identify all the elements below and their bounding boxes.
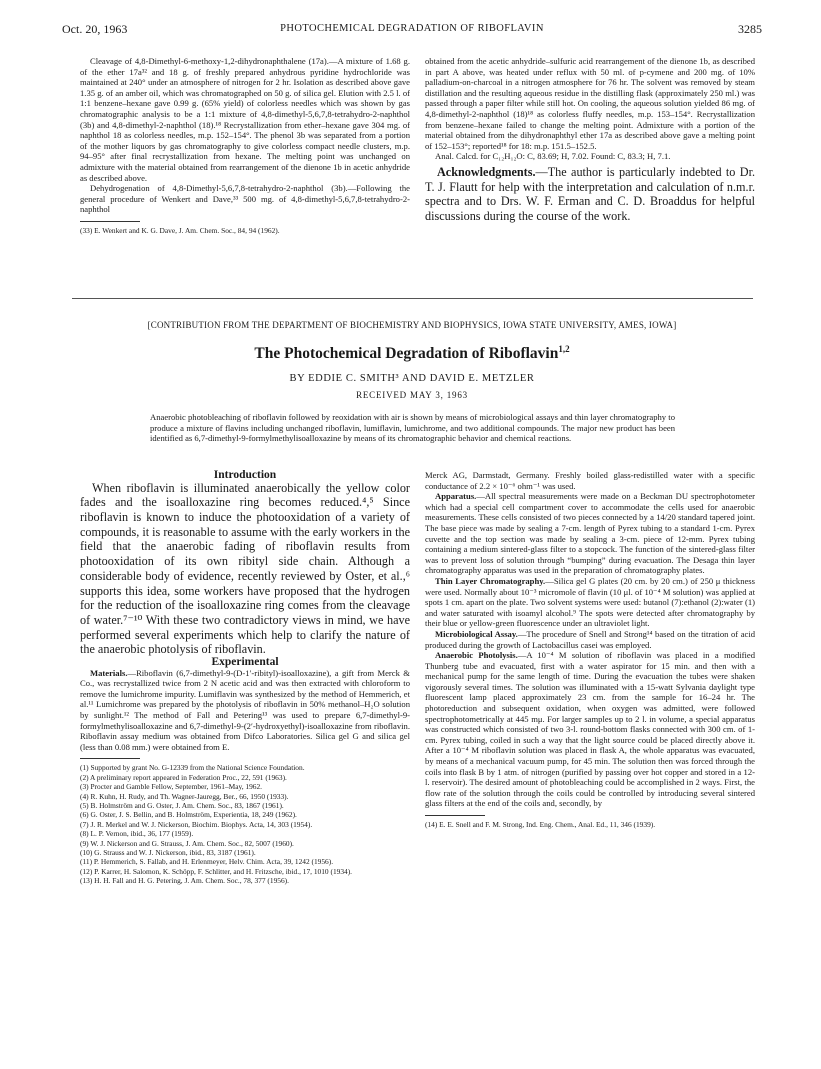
header-page-number: 3285 [738, 22, 762, 36]
acknowledgments [425, 165, 755, 224]
introduction-heading: Introduction [213, 469, 277, 481]
prev-article-left-column [80, 56, 410, 235]
header-running-title: PHOTOCHEMICAL DEGRADATION OF RIBOFLAVIN [280, 23, 544, 34]
paragraph-tlc [425, 576, 755, 629]
article-authors: BY EDDIE C. SMITH³ AND DAVID E. METZLER [289, 373, 535, 384]
footnote-rule [80, 758, 140, 759]
footnote-item: (3) Procter and Gamble Fellow, September, 1961–May, 1962. [80, 782, 263, 792]
footnote-item: (8) L. P. Vernon, ibid., 36, 177 (1959). [80, 829, 194, 839]
footnote-item: (4) R. Kuhn, H. Rudy, and Th. Wagner-Jauregg, Ber., 66, 1950 (1933). [80, 791, 289, 801]
article-title-footnote-marks: 1,2 [558, 343, 570, 354]
apparatus-heading: Apparatus. [435, 491, 477, 502]
header-date: Oct. 20, 1963 [62, 22, 128, 36]
paragraph-analysis: Anal. Calcd. for C₁₂H₁₂O: C, 83.69; H, 7.02. Found: C, 83.3; H, 7.1. [435, 151, 671, 162]
footnote-rule [80, 221, 140, 222]
paragraph-dehydrogenation: Dehydrogenation of 4,8-Dimethyl-5,6,7,8-tetrahydro-2-naphthol (3b).—Following the general procedure of Wenkert and Dave,³³ 500 mg. of 4,8-dimethyl-5,6,7,8-tetrahydro-2-naphthol [80, 183, 410, 215]
abstract: Anaerobic photobleaching of riboflavin followed by reoxidation with air is shown by means of microbiological assays and thin layer chromatography to produce a mixture of flavins including unchanged riboflavin, lumiflavin, lumichrome, and two additional compounds. The major new product has been identified as 6,7-dimethyl-9-formylmethylisoalloxazine by means of its chromatographic behavior and chemical reactions. [150, 412, 675, 444]
apparatus-text: —All spectral measurements were made on a Beckman DU spectrophotometer which had a special cell compartment cover to accommodate the cells used for anaerobic measurements. These cells consisted of two pieces connected by a 14/20 standard tapered joint. The base piece was made by sealing a 7-cm. length of Pyrex tubing to a standard 1-cm. Pyrex cuvette and the top section was made by sealing a 3-cm. piece of 12-mm. Pyrex tubing containing a medium sintered-glass filter to a stopcock. The function of the sintered-glass filter was to prevent loss of solution through “bumping” during evacuation. The Desaga thin layer chromatography apparatus was used in the preparation of chromatography plates. [425, 491, 755, 576]
footnote-item: (11) P. Hemmerich, S. Fallab, and H. Erlenmeyer, Helv. Chim. Acta, 39, 1242 (1956). [80, 857, 334, 867]
paragraph-materials-continued: Merck AG, Darmstadt, Germany. Freshly boiled glass-redistilled water with a specific conductance of 2.2 × 10⁻⁶ ohm⁻¹ was used. [425, 470, 755, 491]
received-date: RECEIVED MAY 3, 1963 [356, 390, 468, 400]
footnote-item: (6) G. Oster, J. S. Bellin, and B. Holmström, Experientia, 18, 249 (1962). [80, 810, 297, 820]
tlc-heading: Thin Layer Chromatography. [435, 575, 546, 586]
footnote-item: (13) H. H. Fall and H. G. Petering, J. Am. Chem. Soc., 78, 377 (1956). [80, 876, 289, 886]
introduction-text: When riboflavin is illuminated anaerobically the yellow color fades and the isoalloxazine ring becomes reduced.⁴,⁵ Since riboflavin is known to induce the photooxidation of a variety of compounds, it is reasonable to assume with the early workers in the field that the anaerobic fading of riboflavin results from photooxidation of its own ribityl side chain. Although a considerable body of evidence, recently reviewed by Oster, et al.,⁶ supports this idea, some workers have proposed that the hydrogen for the reduction of the isoalloxazine ring comes from the cleavage of water.⁷⁻¹⁰ With these two contradictory views in mind, we have performed several experiments which help to clarify the nature of the anaerobic photolysis of riboflavin. [80, 480, 410, 657]
tlc-text: —Silica gel G plates (20 cm. by 20 cm.) of 250 μ thickness were used. Normally about 10⁻³ micromole of flavin (10 μl. of 10⁻⁴ M solution) was applied at spots 1 cm. apart on the plate. Two solvent systems were used: butanol (7):ethanol (2):water (1) and water saturated with isoamyl alcohol.⁹ The spots were detected after chromatography by their blue or yellow-green fluorescence under an ultraviolet light. [425, 575, 755, 629]
experimental-heading: Experimental [211, 656, 279, 669]
micro-text: —The procedure of Snell and Strong¹⁴ based on the titration of acid produced during the growth of Lactobacillus casei was employed. [425, 628, 756, 650]
footnote-14: (14) E. E. Snell and F. M. Strong, Ind. Eng. Chem., Anal. Ed., 11, 346 (1939). [425, 820, 656, 829]
footnote-33: (33) E. Wenkert and K. G. Dave, J. Am. Chem. Soc., 84, 94 (1962). [80, 225, 280, 235]
article-right-column [425, 470, 755, 829]
footnote-item: (1) Supported by grant No. G-12339 from the National Science Foundation. [80, 763, 305, 773]
anaerobic-heading: Anaerobic Photolysis. [435, 650, 518, 661]
footnote-item: (12) P. Karrer, H. Salomon, K. Schöpp, F. Schlitter, and H. Fritzsche, ibid., 17, 1010 (1934). [80, 866, 353, 876]
acknowledgments-text: —The author is particularly indebted to Dr. T. J. Flautt for help with the interpretation and calculation of n.m.r. spectra and to Drs. W. F. Erman and C. D. Broaddus for helpful discussions during the course of the work. [425, 164, 755, 224]
footnote-item: (5) B. Holmström and G. Oster, J. Am. Chem. Soc., 83, 1867 (1961). [80, 801, 284, 810]
article-divider [72, 298, 753, 299]
paragraph-microbiological-assay [425, 629, 755, 650]
anaerobic-text: —A 10⁻⁴ M solution of riboflavin was placed in a modified Thunberg tube and evacuated, first with a water aspirator for 15 min. and then with a mechanical pump for the same length of time. During the evacuation the tubes were shaken vigorously several times. The solution was illuminated with a 15-watt Sylvania daylight type fluorescent lamp placed approximately 23 cm. from the sample for 16–24 hr. The photoreduction and subsequent oxidation, when oxygen was admitted, were followed spectrophotometrically at 445 mμ. For larger samples up to 2 l. in volume, a special apparatus was constructed which consisted of two 3-l. round-bottom flasks connected with 300 cm. of 1-cm. Pyrex tubing, coiled in such a way that the light source could be placed directly above it. After a 10⁻⁴ M riboflavin solution was placed in flask A, the whole apparatus was evacuated, by means of a mechanical vacuum pump, for 45 min. The solution then was forced through the coils into flask B by 1 atm. of nitrogen (purified by passing over hot copper and stored in a 12-l. reservoir). The desired amount of photobleaching could be accomplished in 2 ways. First, the flow rate of the solution through the coils could be controlled by introducing several sintered glass filters at the end of the coils and, secondly, by [425, 650, 756, 809]
materials-heading: Materials. [90, 667, 128, 678]
materials-text: —Riboflavin (6,7-dimethyl-9-(D-1′-ribityl)-isoalloxazine), a gift from Merck & Co., was recrystallized twice from 2 N acetic acid and was then extracted with chloroform to remove the lumichrome impurity. Lumiflavin was synthesized by the method of Hemmerich, et al.¹¹ Lumichrome was prepared by the photolysis of riboflavin in 50% methanol–H₂O solution by sunlight.¹² The method of Fall and Petering¹³ was used to prepare 6,7-dimethyl-9-formylmethylisoalloxazine and 6,7-dimethyl-9-(2′-hydroxyethyl)-isoalloxazine from riboflavin. Riboflavin assay medium was obtained from Difco Laboratories. Silica gel G and silica gel (less than 0.08 mm.) were obtained from E. [80, 667, 410, 752]
article-title [62, 345, 762, 363]
footnote-item: (10) G. Strauss and W. J. Nickerson, ibid., 83, 3187 (1961). [80, 848, 256, 858]
prev-article-right-column [425, 56, 755, 224]
acknowledgments-heading: Acknowledgments. [437, 164, 536, 179]
micro-heading: Microbiological Assay. [435, 628, 518, 639]
contribution-line: [CONTRIBUTION FROM THE DEPARTMENT OF BIOCHEMISTRY AND BIOPHYSICS, IOWA STATE UNIVERSITY, AMES, IOWA] [147, 320, 677, 330]
footnotes-list [80, 763, 410, 885]
footnote-item: (9) W. J. Nickerson and G. Strauss, J. Am. Chem. Soc., 82, 5007 (1960). [80, 838, 294, 848]
paragraph-apparatus [425, 491, 755, 576]
running-header [62, 22, 762, 38]
article-left-column [80, 470, 410, 886]
paragraph-cleavage: Cleavage of 4,8-Dimethyl-6-methoxy-1,2-dihydronaphthalene (17a).—A mixture of 1.68 g. of the ether 17a³² and 18 g. of freshly prepared anhydrous pyridine hydrochloride was maintained at 240° under an atmosphere of nitrogen for 2 hr. Isolation as described above gave 1.35 g. of an amber oil, which was chromatographed on 50 g. of silica gel. Elution with 2.5 l. of 1:1 benzene–hexane gave 0.99 g. (65% yield) of colorless needles which was shown by gas chromatographic analysis to be a 1:1 mixture of 4,8-dimethyl-5,6,7,8-tetrahydro-2-naphthol (3b) and 4,8-dimethyl-2-naphthol (18).¹⁸ Recrystallization from ether–hexane gave 304 mg. of naphthol 18 as colorless needles, m.p. 152–154°. The phenol 3b was separated from a portion of the mother liquors by gas chromatography to give colorless compact needle clusters, m.p. 94–95° after final recrystallization from hexane. The melting point was unchanged on admixture with the material obtained from rearrangement of the dienone 1b in acetic anhydride as described above. [80, 56, 410, 183]
paragraph-materials [80, 668, 410, 753]
footnote-item: (2) A preliminary report appeared in Federation Proc., 22, 591 (1963). [80, 772, 287, 782]
paragraph-anaerobic-photolysis [425, 650, 755, 809]
paragraph-naphthol-preparation: obtained from the acetic anhydride–sulfuric acid rearrangement of the dienone 1b, as described in part A above, was heated under reflux with 50 ml. of p-cymene and 200 mg. of 10% palladium-on-charcoal in a nitrogen atmosphere for 76 hr. The solvent was removed by steam distillation and the resulting aqueous residue in the distilling flask (approximately 250 ml.) was passed through a paper filter while still hot. On cooling, the aqueous solution yielded 86 mg. of 4,8-dimethyl-2-naphthol (18)¹⁸ as colorless fluffy needles, m.p. 153–154°. Recrystallization from benzene–hexane failed to change the melting point. Admixture with a portion of the material obtained from the dihydronaphthyl ether 17a as described above gave a melting point of 152–153°; reported¹⁸ for 18: m.p. 151.5–152.5. [425, 56, 755, 151]
article-title-text: The Photochemical Degradation of Riboflavin [254, 345, 559, 362]
footnote-rule [425, 815, 485, 816]
footnote-item: (7) J. R. Merkel and W. J. Nickerson, Biochim. Biophys. Acta, 14, 303 (1954). [80, 819, 313, 829]
